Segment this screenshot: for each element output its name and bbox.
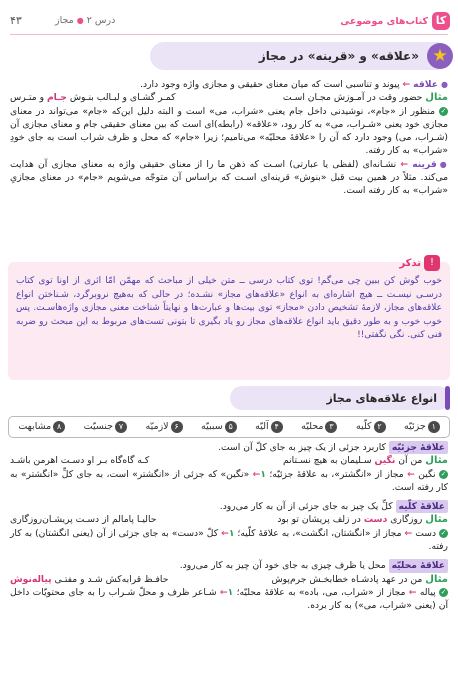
explanation: ✓ پیاله ← مجاز از «شراب، می، باده» به علاقهٔ محلیّه؛ ۱← شـاعر ظرف و محلّ شـراب را به جای محتویّات داخل آن (یعنی «شراب، می») به کار برده.	[10, 586, 448, 612]
header-divider	[10, 34, 448, 35]
highlight-word: دست	[363, 514, 388, 526]
section-heading-1	[150, 42, 450, 70]
circle-number: ۱	[228, 527, 235, 539]
note-text: خوب گوش کن ببین چی می‌گم! توی کتاب درسی ــ متن خیلی از مباحث که مهمّن امّا اثری از اونا توی کتاب درسـی نیسـت ــ هیچ اشاره‌ای به انواع «علاقه‌های مجاز» نشـده؛ در حالی که به‌هیچ‌ نروبرگرد، شـناختن انواع علاقه‌های مجاز، لازمهٔ تشخیص دادن «مجاز» توی بیت‌ها و عبارت‌ها و نهایتاً شناخت معنی مجازی واژه‌هاسـت. پس خوب خوب و به طور دقیق باید انواع علاقه‌های مجاز رو یاد بگیری تا بتونی تست‌های مربوط به این مبحث رو ضربه فنی کنی. نگی نگفتی!!	[16, 276, 442, 341]
type-tag: علاقهٔ کلّیه	[396, 500, 448, 513]
arrow-icon: ←	[400, 158, 409, 170]
arrow-icon: ←	[408, 586, 417, 598]
definition-alaqe	[10, 78, 448, 91]
highlight-word: پیاله‌نوش	[10, 573, 52, 585]
type-item: ۴آلیّه	[255, 421, 283, 433]
type-item: ۷جنسیّت	[84, 421, 127, 433]
circle-number: ۱	[260, 468, 266, 480]
breadcrumb-dot-icon: ●	[76, 16, 84, 25]
verse-second-pre: کمـر گشـای و لبـالب بنـوش	[69, 92, 176, 104]
brand-name: کتاب‌های موضوعی	[340, 15, 428, 27]
example-verse: مثال روزگاری دست در زلف پریشان تو بود حالیـا پامالم از دسـت پریشـان‌روزگاری	[10, 514, 448, 526]
bullet-icon: ●	[441, 80, 448, 89]
juziyye-def	[10, 441, 448, 454]
note-header	[399, 255, 440, 271]
check-circle-icon: ✓	[440, 106, 447, 115]
page-header	[0, 10, 458, 32]
highlight-word: جـام	[46, 92, 67, 104]
definition-text: پیوند و تناسبی است که میان معنای حقیقی و مجازی واژه وجود دارد.	[140, 79, 400, 90]
arrow-icon: ←	[252, 468, 261, 480]
highlight-word: نگین	[374, 455, 396, 467]
type-item: ۱جزئیّه	[404, 421, 440, 433]
bullet-icon: ●	[439, 159, 448, 169]
explanation	[10, 105, 448, 158]
arrow-icon: ←	[404, 527, 413, 539]
note-box	[8, 257, 450, 380]
alert-icon: !	[424, 255, 440, 271]
star-icon: ★	[427, 43, 453, 69]
section-title: انواع علاقه‌های مجاز	[326, 391, 437, 405]
definition-qarine	[10, 158, 448, 198]
arrow-icon: ←	[221, 527, 229, 539]
lesson-breadcrumb	[55, 15, 115, 26]
type-item: ۳محلیّه	[301, 421, 337, 433]
explanation: ✓ نگین ← مجاز از «انگشتر»، به علاقهٔ جزئیّه؛ ۱← «نگین» که جزئی از «انگشتر» است، به جای کلِّ «انگشتر» به کار رفته است.	[10, 468, 448, 493]
lesson-label: درس ۲	[86, 15, 116, 26]
brand	[340, 12, 450, 30]
definition-text: کلِّ یک چیز به جای جزئی از آن به کار می‌رود.	[219, 501, 393, 513]
note-title: تذکر	[399, 257, 421, 269]
example-label: مثال	[425, 514, 448, 526]
example-label: مثال	[425, 573, 448, 585]
definition-text: نشـانه‌ای (لفظی یا عبارتی) اسـت که ذهن ما را از معنای حقیقی واژه به معنای مجازی آن هدایت می‌کند. مثلاً در همین بیت قبل «بنوش» قرینه‌ای اسـت که براساس آن متوجّه می‌شویم «جام» در معنای مجازیِ «شراب» به کار رفته است.	[10, 158, 448, 197]
arrow-icon: ←	[407, 468, 415, 480]
example-label: مثال	[425, 92, 448, 104]
keyword: علاقه	[413, 79, 439, 90]
book-logo-icon: کا	[432, 12, 450, 30]
check-circle-icon: ✓	[440, 528, 447, 537]
type-item: ۲کلّیه	[356, 421, 386, 433]
section-heading-2	[230, 386, 450, 410]
arrow-icon: ←	[219, 586, 228, 598]
arrow-icon: ←	[402, 79, 411, 90]
types-list	[8, 416, 450, 438]
type-item: ۸مشابهت	[18, 421, 65, 433]
chapter-label: مجاز	[55, 15, 74, 26]
keyword: قرینه	[412, 158, 437, 170]
example-verse: مثال من در عهد پادشـاه خطابخـش جرم‌پوش حافـظ قرابه‌کش شـد و مفتـی پیاله‌نوش	[10, 573, 448, 585]
circle-number: ۱	[227, 586, 234, 598]
type-item: ۵سببیّه	[201, 421, 237, 433]
mahalliyye-def	[10, 559, 448, 572]
check-circle-icon: ✓	[440, 587, 447, 596]
definition-text: کاربرد جزئی از یک چیز به جای کلّ آن است.	[218, 442, 386, 453]
kulliyye-def	[10, 500, 448, 513]
explanation-text: منظور از «جام»، نوشیدنی داخل جام یعنی «شراب، می» است و البته دلیل این‌که «جام» می‌تواند در معنای مجازی خود یعنی «شـراب، می» به کار رود، «علاقه» (رابطه)ای است که بین معنای حقیقی جام و معنای مجازی آن (شـراب، می) وجود دارد که آن را «علاقهٔ محلیّه» می‌نامیم؛ زیرا «جام» که محل و ظرف شراب است به جای خودِ «شراب» به کار رفته.	[10, 105, 448, 157]
definition-text: محل یا ظرف چیزی به جای خود آن چیز به کار می‌رود.	[179, 560, 386, 572]
example-verse	[10, 91, 448, 104]
section-title: «علاقه» و «قرینه» در مجاز	[258, 49, 419, 63]
page-number: ۴۳	[10, 14, 22, 27]
section-body-1	[10, 78, 448, 198]
verse-second: حالیـا پامالم از دسـت پریشـان‌روزگاری	[10, 514, 157, 526]
verse-first: حضور وقت در آمـوزش مجـان اسـت	[282, 92, 423, 104]
example-label: مثال	[425, 455, 448, 467]
type-tag: علاقهٔ جزئیّه	[389, 441, 448, 454]
heading-bar	[445, 386, 450, 410]
type-item: ۶لازمیّه	[146, 421, 183, 433]
verse-second: کـه گاه‌گاه بـر او دسـت اهرمن باشـد	[10, 455, 150, 467]
explanation: ✓ دست ← مجاز از «انگشتان، انگشت»، به علاقهٔ کلّیه؛ ۱← کلّ «دست» به جای جزئی از آن (یعنی انگشتان) به کار رفته.	[10, 527, 448, 553]
section-body-2	[10, 441, 448, 613]
type-tag: علاقهٔ محلیّه	[389, 559, 448, 572]
check-circle-icon: ✓	[440, 469, 447, 478]
verse-second-post: و متـرس	[10, 92, 45, 104]
example-verse: مثال من آن نگین سـلیمان به هیچ نسـتانم کـه گاه‌گاه بـر او دسـت اهرمن باشـد	[10, 455, 448, 467]
